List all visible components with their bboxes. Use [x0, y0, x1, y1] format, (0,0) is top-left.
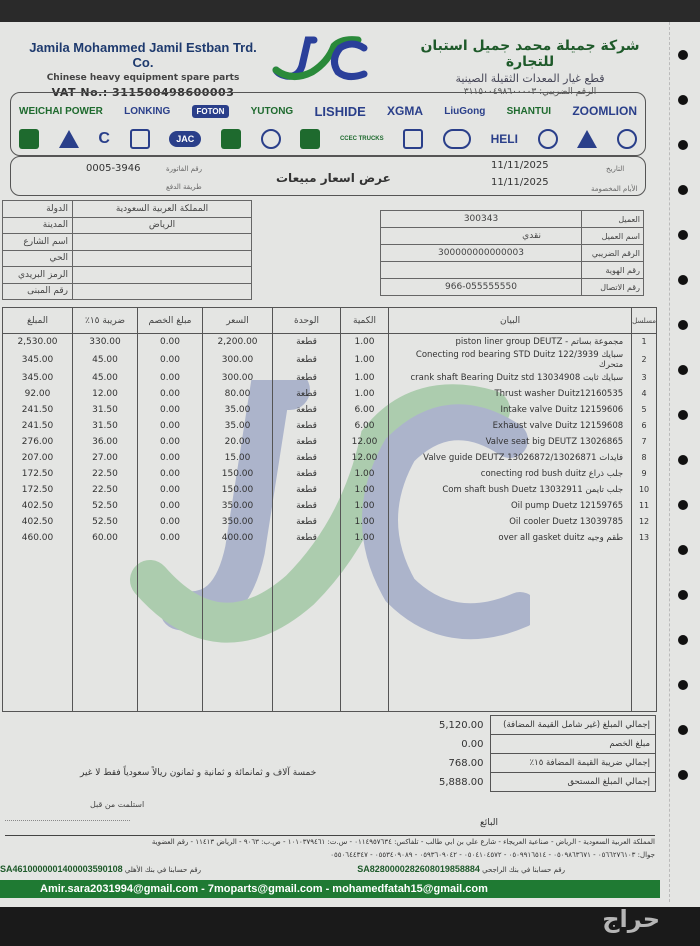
cell-sn: 7 [632, 434, 657, 450]
table-row [3, 402, 657, 418]
col-qty: الكمية [341, 308, 389, 334]
jc-logo-icon [272, 36, 372, 84]
footer [0, 838, 660, 878]
address-row: اسم الشارع [3, 234, 252, 251]
cell-vat: 22.50 [73, 466, 138, 482]
address-row: رقم المبنى [3, 283, 252, 300]
kinglong-logo-icon [443, 129, 471, 149]
tractor-feed-holes [678, 50, 692, 815]
cell-vat: 330.00 [73, 334, 138, 350]
header-arabic [395, 38, 665, 97]
haraj-watermark: حراج [602, 905, 660, 933]
cell-sn: 8 [632, 450, 657, 466]
customer-row: 300343 العميل [381, 211, 644, 228]
totals-table [380, 715, 656, 792]
footer-bank-accounts [0, 864, 660, 878]
company-name-en: Jamila Mohammed Jamil Estban Trd. Co. [29, 40, 257, 70]
cell-amount: 241.50 [3, 402, 73, 418]
cell-vat: 52.50 [73, 498, 138, 514]
cell-unit: قطعة [273, 514, 341, 530]
cell-amount: 402.50 [3, 514, 73, 530]
cell-vat: 60.00 [73, 530, 138, 546]
cell-discount: 0.00 [138, 482, 203, 498]
cell-discount: 0.00 [138, 450, 203, 466]
cell-desc: Oil cooler Duetz 13039785 [389, 514, 632, 530]
total-row [380, 773, 656, 792]
cell-price: 350.00 [203, 498, 273, 514]
cell-sn: 11 [632, 498, 657, 514]
cell-qty: 1.00 [341, 370, 389, 386]
cell-desc: Com shaft bush Duetz 13032911 جلب تايمن [389, 482, 632, 498]
cell-qty: 6.00 [341, 418, 389, 434]
shantui-logo-icon: SHANTUI [506, 105, 552, 117]
customer-row: رقم الهوية [381, 262, 644, 279]
ccec-logo-icon: CCEC TRUCKS [339, 136, 384, 142]
table-row [3, 498, 657, 514]
cell-vat: 22.50 [73, 482, 138, 498]
xcmg-logo-icon [130, 129, 150, 149]
document-title: عرض اسعار مبيعات [276, 171, 391, 185]
sem-logo-icon [19, 129, 39, 149]
col-description: البيان [389, 308, 632, 334]
shacman-logo-icon [617, 129, 637, 149]
cell-price: 150.00 [203, 482, 273, 498]
cell-amount: 172.50 [3, 466, 73, 482]
cell-amount: 402.50 [3, 498, 73, 514]
cell-unit: قطعة [273, 498, 341, 514]
cell-qty: 1.00 [341, 350, 389, 370]
perforation-line [669, 22, 670, 902]
cell-qty: 1.00 [341, 466, 389, 482]
col-serial: مسلسل [632, 308, 657, 334]
cell-price: 150.00 [203, 466, 273, 482]
cell-price: 2,200.00 [203, 334, 273, 350]
total-row [380, 754, 656, 773]
discount-label: مبلغ الخصم [490, 735, 656, 754]
grand-total-value: 5,888.00 [438, 776, 484, 788]
table-row [3, 482, 657, 498]
cell-price: 350.00 [203, 514, 273, 530]
company-name-ar: شركة جميلة محمد جميل استبان للتجارة [420, 38, 640, 70]
cell-sn: 9 [632, 466, 657, 482]
cell-amount: 92.00 [3, 386, 73, 402]
cell-price: 15.00 [203, 450, 273, 466]
amount-in-words: خمسة آلاف و ثمانمائة و ثمانية و ثمانون ريالاً سعودياً فقط لا غير [80, 768, 317, 778]
cell-price: 20.00 [203, 434, 273, 450]
table-row [3, 370, 657, 386]
customer-row: نقدي اسم العميل [381, 228, 644, 245]
table-filler-row [3, 546, 657, 712]
header-english [18, 40, 268, 99]
cell-price: 300.00 [203, 350, 273, 370]
received-by-label: استلمت من قبل [90, 800, 145, 809]
cell-desc: Exhaust valve Duitz 12159608 [389, 418, 632, 434]
cell-qty: 1.00 [341, 514, 389, 530]
lishide-logo-icon: LISHIDE [314, 103, 366, 119]
hino-logo-icon [221, 129, 241, 149]
address-row: الرمز البريدي [3, 267, 252, 284]
due-date: 11/11/2025 [491, 177, 549, 188]
cell-unit: قطعة [273, 466, 341, 482]
address-table [2, 200, 252, 300]
cell-qty: 1.00 [341, 334, 389, 350]
cell-discount: 0.00 [138, 466, 203, 482]
cell-discount: 0.00 [138, 418, 203, 434]
table-row [3, 466, 657, 482]
cell-qty: 1.00 [341, 386, 389, 402]
address-row: المدينة الرياض [3, 217, 252, 234]
liugong-logo-icon: LiuGong [444, 105, 486, 117]
grand-total-label: إجمالي المبلغ المستحق [490, 773, 656, 792]
cell-amount: 2,530.00 [3, 334, 73, 350]
table-row [3, 418, 657, 434]
due-label: الأيام المخصومة [591, 185, 638, 193]
sany-logo-icon [261, 129, 281, 149]
brand-row-1 [19, 97, 637, 125]
cell-price: 300.00 [203, 370, 273, 386]
cell-desc: conecting rod bush duitz جلب ذراع [389, 466, 632, 482]
cell-amount: 172.50 [3, 482, 73, 498]
cell-sn: 5 [632, 402, 657, 418]
cell-desc: Thrust washer Duitz12160535 [389, 386, 632, 402]
cell-price: 35.00 [203, 402, 273, 418]
iban-rajhi: SA8280000282608019858884 [357, 864, 480, 874]
iban-ahli: SA4610000001400003590108 [0, 864, 123, 874]
foton-small-logo-icon [538, 129, 558, 149]
col-vat: ضريبة ١٥٪ [73, 308, 138, 334]
sdlg-logo-icon [59, 130, 79, 148]
discount-value: 0.00 [461, 738, 484, 750]
cell-discount: 0.00 [138, 370, 203, 386]
cell-discount: 0.00 [138, 402, 203, 418]
col-amount: المبلغ [3, 308, 73, 334]
cell-price: 80.00 [203, 386, 273, 402]
signature-line [5, 820, 130, 821]
cell-amount: 207.00 [3, 450, 73, 466]
cell-desc: Valve guide DEUTZ 13026872/13026871 فايدات [389, 450, 632, 466]
cell-sn: 3 [632, 370, 657, 386]
cell-vat: 27.00 [73, 450, 138, 466]
cell-qty: 1.00 [341, 530, 389, 546]
cell-sn: 10 [632, 482, 657, 498]
cell-desc: crank shaft Bearing Duitz std 13034908 سبايك ثابت [389, 370, 632, 386]
seller-label: البائع [480, 818, 498, 828]
customer-row: 966-055555550 رقم الاتصال [381, 279, 644, 296]
cell-sn: 4 [632, 386, 657, 402]
table-row [3, 386, 657, 402]
cell-qty: 12.00 [341, 434, 389, 450]
cell-unit: قطعة [273, 434, 341, 450]
cell-unit: قطعة [273, 350, 341, 370]
table-row [3, 450, 657, 466]
cummins-logo-icon: C [98, 130, 110, 147]
cell-vat: 12.00 [73, 386, 138, 402]
table-row [3, 514, 657, 530]
cell-unit: قطعة [273, 402, 341, 418]
invoice-number-label: رقم الفاتورة [166, 165, 202, 173]
cell-amount: 345.00 [3, 350, 73, 370]
cell-qty: 1.00 [341, 482, 389, 498]
subtotal-value: 5,120.00 [438, 719, 484, 731]
col-price: السعر [203, 308, 273, 334]
cell-sn: 1 [632, 334, 657, 350]
date-label: التاريخ [606, 165, 625, 173]
cell-sn: 2 [632, 350, 657, 370]
iban-rajhi-label: رقم حسابنا في بنك الراجحي [482, 866, 565, 874]
foton-logo-icon: FOTON [192, 105, 230, 118]
col-unit: الوحدة [273, 308, 341, 334]
cell-discount: 0.00 [138, 514, 203, 530]
cell-vat: 45.00 [73, 370, 138, 386]
customer-table [380, 210, 644, 296]
cell-amount: 460.00 [3, 530, 73, 546]
zoomlion-logo-icon: ZOOMLION [572, 104, 637, 118]
cell-discount: 0.00 [138, 434, 203, 450]
cell-price: 400.00 [203, 530, 273, 546]
cell-discount: 0.00 [138, 498, 203, 514]
cell-desc: Conecting rod bearing STD Duitz 122/3939 سبايك متحرك [389, 350, 632, 370]
cell-discount: 0.00 [138, 334, 203, 350]
footer-address: المملكة العربية السعودية - الرياض - صناعية العريجاء - شارع علي بن ابي طالب - تلفاكس: ٠١١٤٩٥٧٦٣٤ - س.ت: ١٠١٠٣٧٩٤٦١ - ص.ب: ٩٠٦٣ - الرياض ١١٤١٣ - رقم العضوية [151, 838, 655, 846]
company-subtitle-ar: قطع غيار المعدات الثقيلة الصينية [455, 72, 605, 85]
items-table [2, 307, 657, 712]
cell-amount: 241.50 [3, 418, 73, 434]
yutong-logo-icon: YUTONG [250, 105, 294, 117]
cell-unit: قطعة [273, 482, 341, 498]
cell-vat: 31.50 [73, 402, 138, 418]
cell-qty: 12.00 [341, 450, 389, 466]
col-discount: مبلغ الخصم [138, 308, 203, 334]
cell-vat: 52.50 [73, 514, 138, 530]
brand-row-2 [19, 125, 637, 153]
vat-number-en: VAT No.: 311500498600003 [51, 86, 235, 99]
table-row [3, 434, 657, 450]
cell-desc: Intake valve Duitz 12159606 [389, 402, 632, 418]
cell-unit: قطعة [273, 450, 341, 466]
iban-ahli-label: رقم حسابنا في بنك الأهلي [124, 866, 201, 874]
cell-discount: 0.00 [138, 350, 203, 370]
lonking-logo-icon: LONKING [124, 105, 171, 117]
invoice-meta [10, 156, 646, 196]
cell-unit: قطعة [273, 418, 341, 434]
invoice-number: 0005-3946 [86, 163, 141, 174]
table-row [3, 334, 657, 350]
invoice-date: 11/11/2025 [491, 160, 549, 171]
vat-number-ar: الرقم الضريبي: ٣١١٥٠٠٤٩٨٦٠٠٠٠٣ [463, 87, 597, 97]
cell-unit: قطعة [273, 370, 341, 386]
cell-desc: Valve seat big DEUTZ 13026865 [389, 434, 632, 450]
cell-qty: 6.00 [341, 402, 389, 418]
xgma-logo-icon: XGMA [387, 104, 424, 118]
cell-price: 35.00 [203, 418, 273, 434]
vat-total-label: إجمالي ضريبة القيمة المضافة ١٥٪ [490, 754, 656, 773]
cell-desc: over all gasket duitz طقم وجيه [389, 530, 632, 546]
total-row [380, 716, 656, 735]
address-row: الحي [3, 250, 252, 267]
email-bar: Amir.sara2031994@gmail.com - 7moparts@gmail.com - mohamedfatah15@gmail.com [0, 880, 660, 898]
footer-divider [5, 835, 655, 836]
cell-vat: 31.50 [73, 418, 138, 434]
cell-unit: قطعة [273, 530, 341, 546]
vat-total-value: 768.00 [448, 757, 484, 769]
brand-logos-panel [10, 92, 646, 156]
cell-sn: 12 [632, 514, 657, 530]
cell-desc: Oil pump Duetz 12159765 [389, 498, 632, 514]
jac-logo-icon: JAC [169, 131, 201, 147]
weichai-logo-icon: WEICHAI POWER [19, 105, 103, 117]
zf-logo-icon [403, 129, 423, 149]
cell-amount: 345.00 [3, 370, 73, 386]
cell-unit: قطعة [273, 334, 341, 350]
cell-vat: 36.00 [73, 434, 138, 450]
total-row [380, 735, 656, 754]
cell-desc: piston liner group DEUTZ - مجموعة بساتم [389, 334, 632, 350]
cell-unit: قطعة [273, 386, 341, 402]
cell-sn: 6 [632, 418, 657, 434]
table-row [3, 530, 657, 546]
heli-logo-icon: HELI [490, 132, 518, 146]
sinotruk-logo-icon [577, 130, 597, 148]
items-header-row [3, 308, 657, 334]
customer-row: 300000000000003 الرقم الضريبي [381, 245, 644, 262]
table-row [3, 350, 657, 370]
zoomlion-small-logo-icon [300, 129, 320, 149]
cell-discount: 0.00 [138, 530, 203, 546]
cell-sn: 13 [632, 530, 657, 546]
company-subtitle-en: Chinese heavy equipment spare parts [46, 73, 240, 83]
cell-discount: 0.00 [138, 386, 203, 402]
footer-phones: جوال: ٠٥٦٦٢٧٦١٠٣ - ٠٥٠٩٨٦٣٦٧١ - ٠٥٠٩٩١٦٥١٤ - ٠٥٠٤١٠٤٥٧٢ - ٠٥٩٣٦٠٩٠٤٢ - ٠٥٥٣٤٠٩٠٨٩ - ٠٥٥٠٦٤٤٣٤٧ [330, 851, 655, 859]
subtotal-label: إجمالي المبلغ (غير شامل القيمة المضافة) [490, 716, 656, 735]
payment-method-label: طريقة الدفع [166, 183, 202, 191]
cell-amount: 276.00 [3, 434, 73, 450]
cell-vat: 45.00 [73, 350, 138, 370]
cell-qty: 1.00 [341, 498, 389, 514]
address-row: الدولة المملكة العربية السعودية [3, 201, 252, 218]
